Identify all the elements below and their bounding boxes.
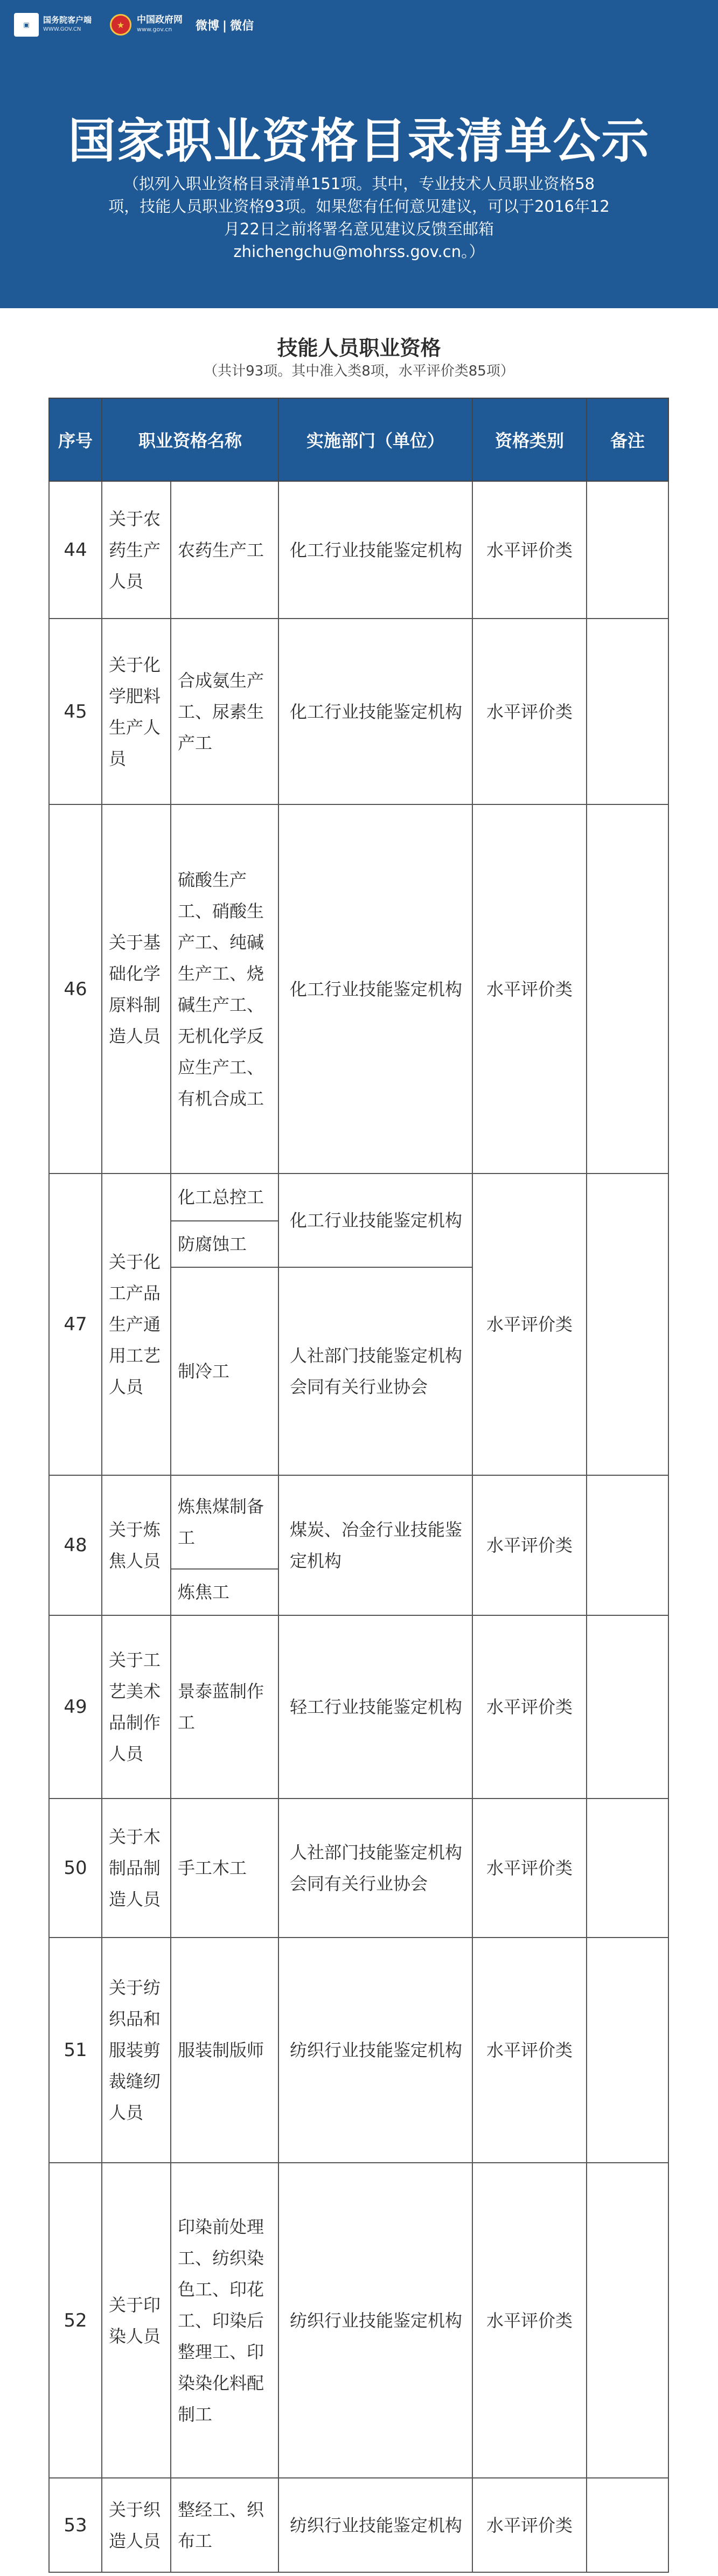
row-seq: 44 <box>49 481 102 619</box>
app-logo-url: WWW.GOV.CN <box>43 26 81 32</box>
row-category: 水平评价类 <box>472 804 587 1174</box>
row-group: 关于织造人员 <box>102 2478 171 2572</box>
row-category: 水平评价类 <box>472 1799 587 1938</box>
row-category: 水平评价类 <box>472 2163 587 2478</box>
weixin-link[interactable]: 微信 <box>230 19 254 33</box>
row-seq: 53 <box>49 2478 102 2572</box>
row-note <box>587 2478 668 2572</box>
row-unit: 煤炭、冶金行业技能鉴定机构 <box>278 1475 472 1615</box>
row-seq: 50 <box>49 1799 102 1938</box>
row-note <box>587 481 668 619</box>
row-seq: 51 <box>49 1938 102 2163</box>
row-unit: 化工行业技能鉴定机构 <box>278 619 472 804</box>
row-note <box>587 1615 668 1799</box>
weibo-link[interactable]: 微博 <box>196 19 220 33</box>
row-group: 关于纺织品和服装剪裁缝纫人员 <box>102 1938 171 2163</box>
gov-site-url: www.gov.cn <box>137 26 172 33</box>
row-group: 关于农药生产人员 <box>102 481 171 619</box>
table-row <box>49 1174 668 1221</box>
app-logo-text <box>43 15 92 34</box>
row-seq: 45 <box>49 619 102 804</box>
row-name: 炼焦工 <box>171 1569 278 1615</box>
row-group: 关于印染人员 <box>102 2163 171 2478</box>
row-name: 景泰蓝制作工 <box>171 1615 278 1799</box>
app-logo-icon: ▣ <box>14 13 39 37</box>
row-unit: 人社部门技能鉴定机构会同有关行业协会 <box>278 1799 472 1938</box>
row-name: 印染前处理工、纺织染色工、印花工、印染后整理工、印染染化料配制工 <box>171 2163 278 2478</box>
row-name: 防腐蚀工 <box>171 1221 278 1267</box>
row-category: 水平评价类 <box>472 1174 587 1475</box>
section-title: 技能人员职业资格 <box>277 336 441 360</box>
row-category: 水平评价类 <box>472 1938 587 2163</box>
col-header-seq: 序号 <box>49 398 102 481</box>
table-row <box>49 1938 668 2163</box>
row-seq: 49 <box>49 1615 102 1799</box>
table-row <box>49 1799 668 1938</box>
row-seq: 47 <box>49 1174 102 1475</box>
row-unit: 轻工行业技能鉴定机构 <box>278 1615 472 1799</box>
row-name: 化工总控工 <box>171 1174 278 1221</box>
col-header-category: 资格类别 <box>472 398 587 481</box>
table-row <box>49 804 668 1174</box>
row-group: 关于炼焦人员 <box>102 1475 171 1615</box>
row-name: 制冷工 <box>171 1267 278 1475</box>
table-row <box>49 619 668 804</box>
row-group: 关于木制品制造人员 <box>102 1799 171 1938</box>
col-header-unit: 实施部门（单位） <box>278 398 472 481</box>
row-category: 水平评价类 <box>472 481 587 619</box>
social-links <box>196 17 254 33</box>
col-header-note: 备注 <box>587 398 668 481</box>
row-group: 关于工艺美术品制作人员 <box>102 1615 171 1799</box>
row-category: 水平评价类 <box>472 1615 587 1799</box>
row-name: 手工木工 <box>171 1799 278 1938</box>
row-unit: 化工行业技能鉴定机构 <box>278 481 472 619</box>
table-row <box>49 1615 668 1799</box>
row-unit: 化工行业技能鉴定机构 <box>278 804 472 1174</box>
row-name: 农药生产工 <box>171 481 278 619</box>
row-seq: 48 <box>49 1475 102 1615</box>
row-name: 硫酸生产工、硝酸生产工、纯碱生产工、烧碱生产工、无机化学反应生产工、有机合成工 <box>171 804 278 1174</box>
row-group: 关于化学肥料生产人员 <box>102 619 171 804</box>
row-note <box>587 1938 668 2163</box>
gov-site-name: 中国政府网 <box>137 15 183 25</box>
row-note <box>587 619 668 804</box>
table-row <box>49 1475 668 1569</box>
national-emblem-icon: ★ <box>110 14 131 36</box>
table-header-row <box>49 398 668 481</box>
row-category: 水平评价类 <box>472 619 587 804</box>
row-unit: 人社部门技能鉴定机构会同有关行业协会 <box>278 1267 472 1475</box>
row-unit: 纺织行业技能鉴定机构 <box>278 2163 472 2478</box>
table-row <box>49 481 668 619</box>
row-name: 炼焦煤制备工 <box>171 1475 278 1569</box>
row-category: 水平评价类 <box>472 2478 587 2572</box>
row-note <box>587 1475 668 1615</box>
row-note <box>587 1799 668 1938</box>
table-row <box>49 2163 668 2478</box>
app-logo-name: 国务院客户端 <box>43 15 92 25</box>
row-name: 整经工、织布工 <box>171 2478 278 2572</box>
row-group: 关于基础化学原料制造人员 <box>102 804 171 1174</box>
row-name: 服装制版师 <box>171 1938 278 2163</box>
row-category: 水平评价类 <box>472 1475 587 1615</box>
row-note <box>587 2163 668 2478</box>
section-note: （共计93项。其中准入类8项，水平评价类85项） <box>204 363 514 379</box>
qualification-table-wrap <box>48 398 668 2573</box>
social-separator: | <box>222 19 227 33</box>
qualification-table <box>48 398 669 2573</box>
col-header-name: 职业资格名称 <box>102 398 278 481</box>
row-note <box>587 1174 668 1475</box>
row-group: 关于化工产品生产通用工艺人员 <box>102 1174 171 1475</box>
gov-site-logo <box>137 15 183 34</box>
row-unit: 纺织行业技能鉴定机构 <box>278 2478 472 2572</box>
row-seq: 46 <box>49 804 102 1174</box>
table-row <box>49 2478 668 2572</box>
page-title: 国家职业资格目录清单公示 <box>68 113 650 169</box>
row-unit: 纺织行业技能鉴定机构 <box>278 1938 472 2163</box>
logo-row <box>14 10 254 40</box>
row-unit: 化工行业技能鉴定机构 <box>278 1174 472 1267</box>
row-seq: 52 <box>49 2163 102 2478</box>
intro-text: （拟列入职业资格目录清单151项。其中，专业技术人员职业资格58项，技能人员职业资格93项。如果您有任何意见建议，可以于2016年12月22日之前将署名意见建议反馈至邮箱zhichengchu@mohrss.gov.cn。） <box>108 175 610 261</box>
header-banner <box>0 0 718 308</box>
row-note <box>587 804 668 1174</box>
row-name: 合成氨生产工、尿素生产工 <box>171 619 278 804</box>
